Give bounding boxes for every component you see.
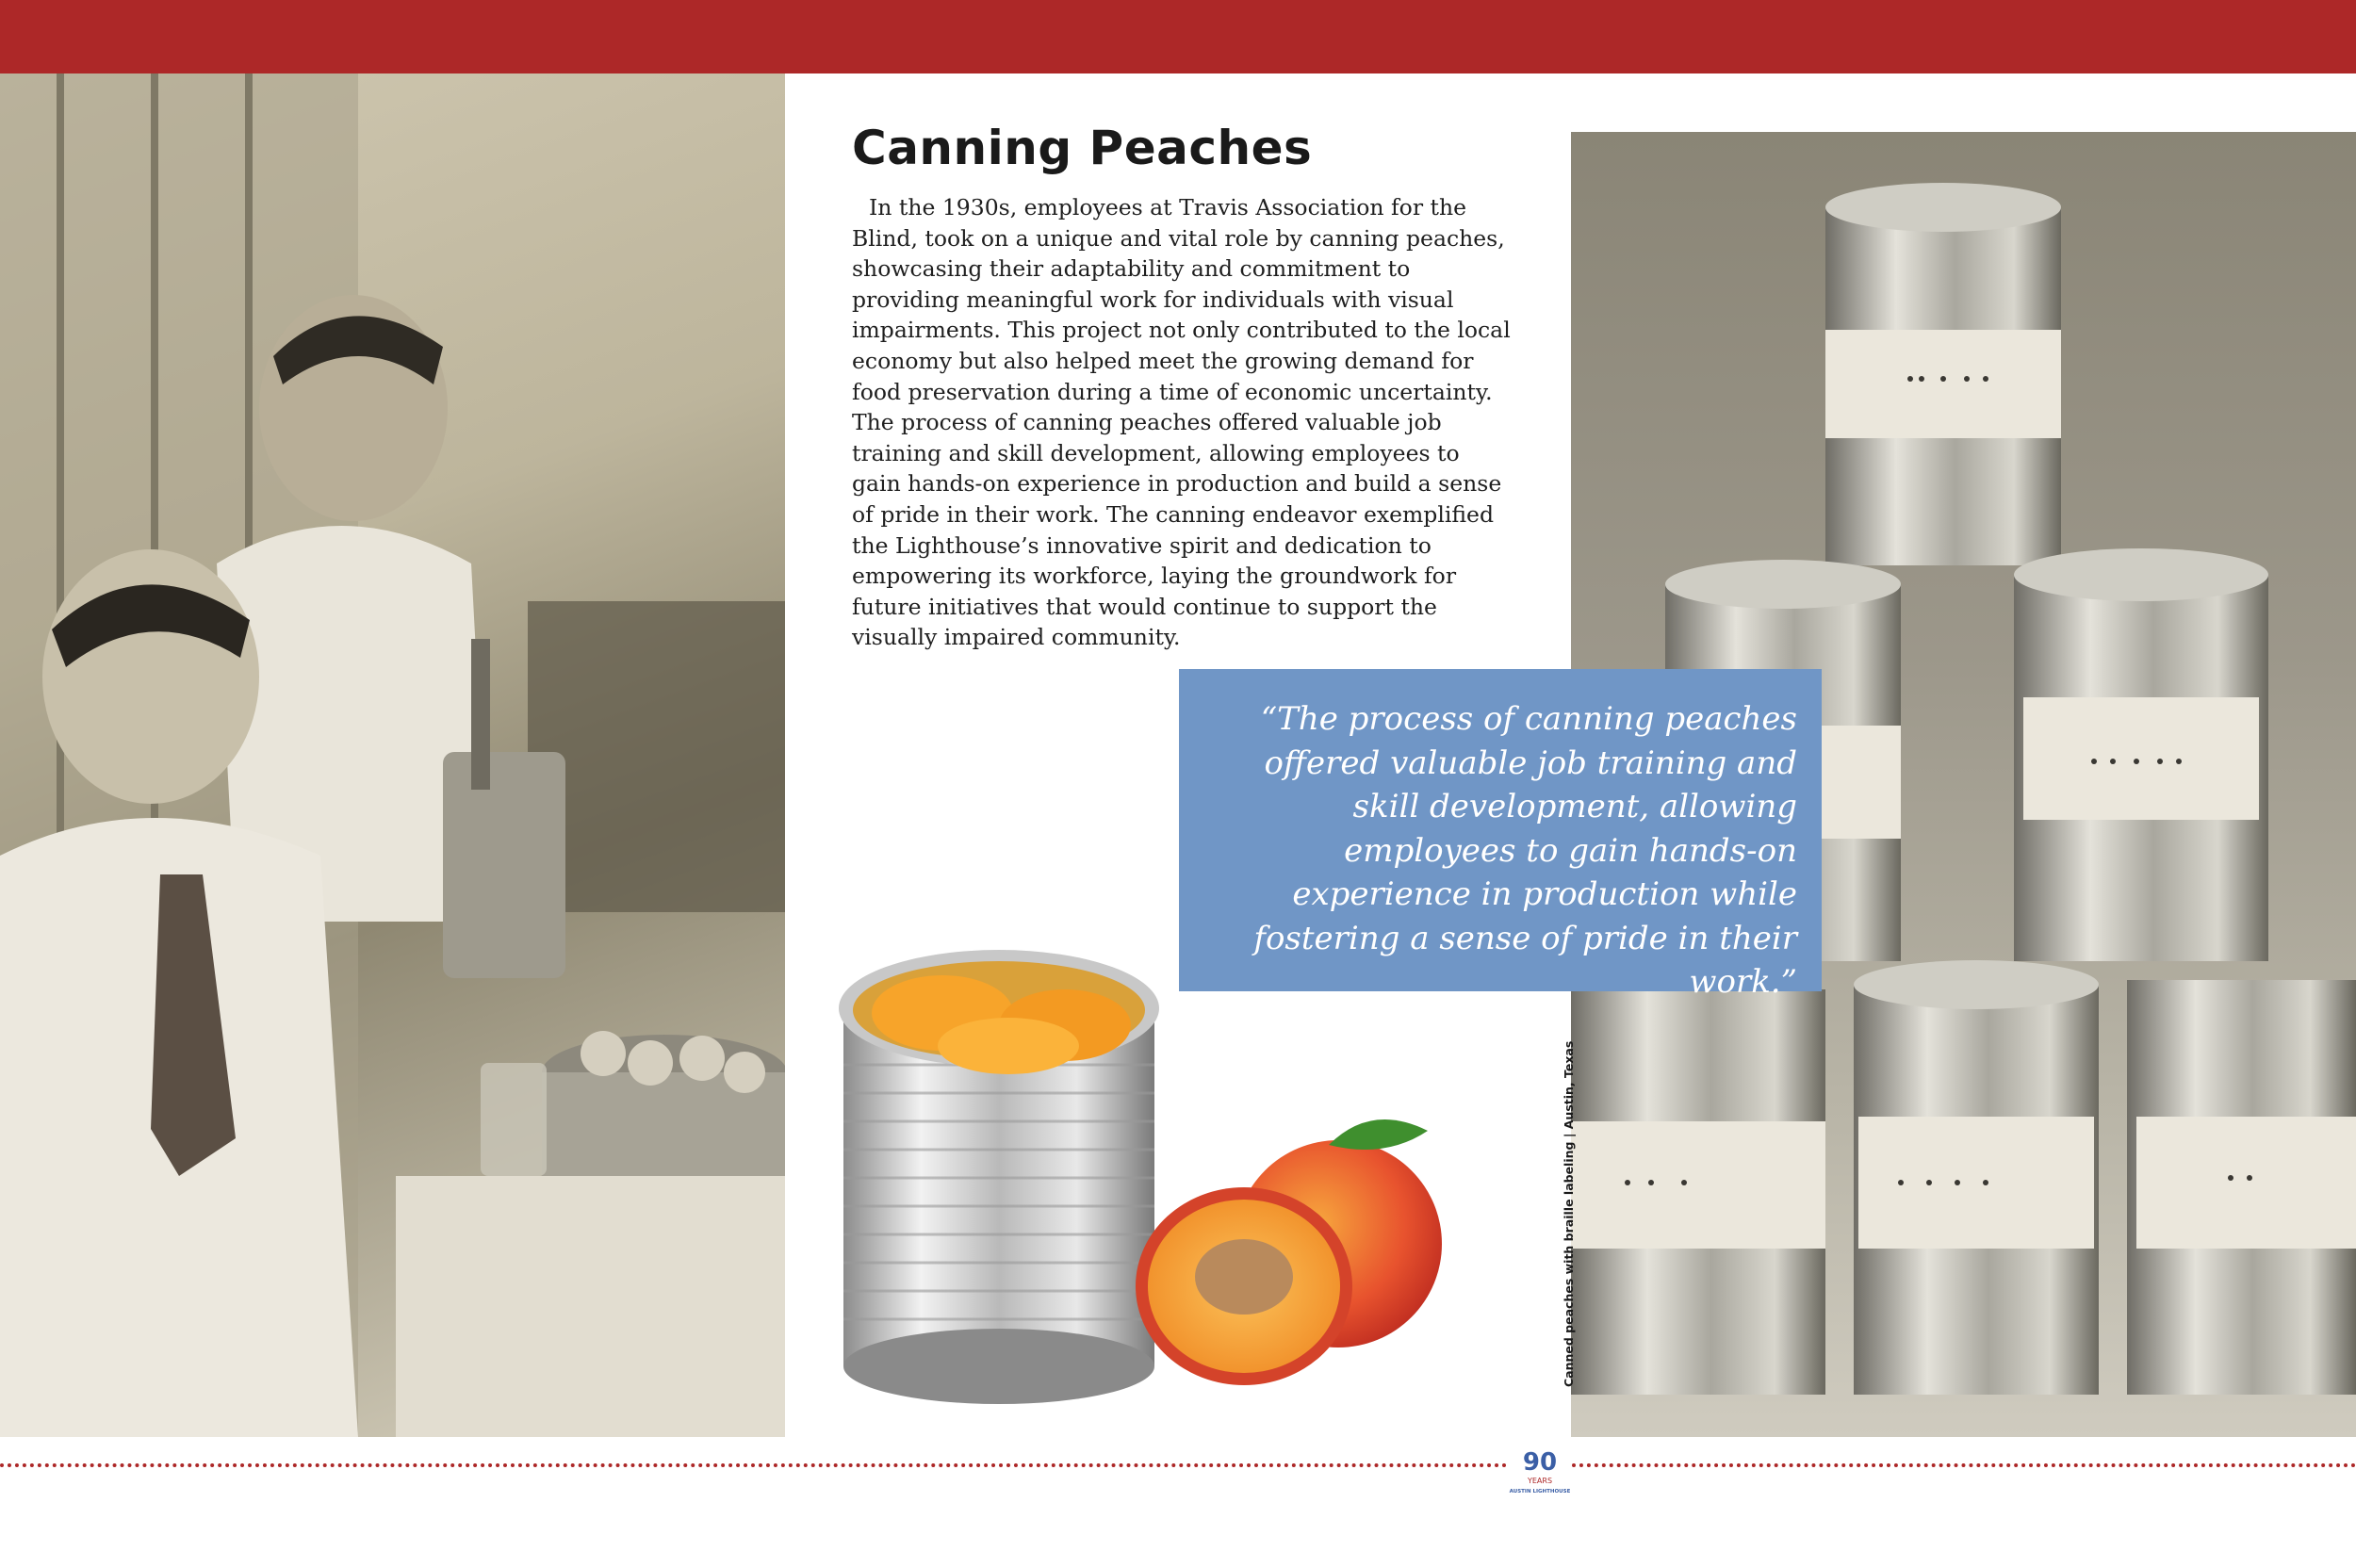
footer-divider-left: [0, 1463, 1508, 1467]
article-body: In the 1930s, employees at Travis Association for the Blind, took on a unique and vital role by canning peaches, showcasing their adaptability and commitment to providing meaningful work for individuals with visual impairments. This project not only contributed to the local economy but also helped meet the growing demand for food preservation during a time of economic uncertainty. The process of canning peaches offered valuable job training and skill development, allowing employees to gain hands-on experience in production and build a sense of pride in their work. The canning endeavor exemplified the Lighthouse’s innovative spirit and dedication to empowering its workforce, laying the groundwork for future initiatives that would continue to support the visually impaired community.: [852, 194, 1511, 651]
photo-caption: Canned peaches with braille labeling | Austin, Texas: [1562, 1040, 1576, 1387]
workers-illustration: [0, 74, 785, 1437]
logo-org: AUSTIN LIGHTHOUSE: [1509, 1489, 1571, 1494]
historic-photo-workers-canning: [0, 74, 785, 1437]
logo-number: 90: [1522, 1448, 1558, 1477]
header-bar: [0, 0, 2356, 74]
page-title: Canning Peaches: [852, 121, 1313, 175]
logo-years: YEARS: [1527, 1477, 1553, 1485]
footer-divider-right: [1572, 1463, 2356, 1467]
pull-quote-text: “The process of canning peaches offered valuable job training and skill development, allowing employees to gain hands-on experience in production while fostering a sense of pride in their work.”: [1253, 700, 1797, 1001]
peach-can-image: [829, 942, 1470, 1423]
austin-lighthouse-90-years-logo: [1508, 1444, 1572, 1500]
pull-quote-box: [1179, 669, 1822, 1001]
